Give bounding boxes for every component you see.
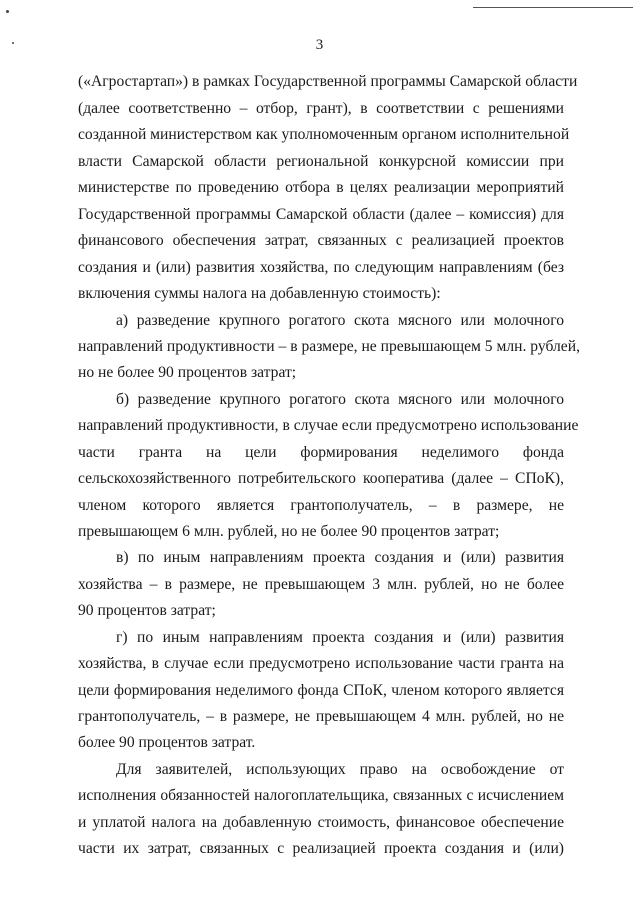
text-line: финансового обеспечения затрат, связанных с реализацией проектов [78, 232, 564, 249]
text-line: хозяйства – в размере, не превышающем 3 млн. рублей, но не более [78, 576, 564, 593]
text-line: и уплатой налога на добавленную стоимость, финансовое обеспечение [78, 814, 564, 831]
scan-mark [6, 10, 9, 13]
text-line: части их затрат, связанных с реализацией проекта создания и (или) [78, 840, 564, 857]
text-line: сельскохозяйственного потребительского кооператива (далее – СПоК), [78, 470, 564, 487]
list-item-g: г) по иным направлениям проекта создания и (или) развития [116, 629, 564, 646]
list-item-b: б) разведение крупного рогатого скота мясного или молочного [116, 391, 564, 408]
text-line: власти Самарской области региональной конкурсной комиссии при [78, 153, 564, 170]
text-line: направлений продуктивности, в случае если предусмотрено использование [78, 417, 579, 434]
top-rule [473, 7, 633, 8]
paragraph-start: Для заявителей, использующих право на освобождение от [116, 761, 564, 778]
text-line: включения суммы налога на добавленную стоимость): [78, 285, 441, 302]
page-number: 3 [315, 37, 324, 53]
text-line: части гранта на цели формирования неделимого фонда [78, 444, 564, 461]
text-line: Государственной программы Самарской области (далее – комиссия) для [78, 206, 564, 223]
text-line: грантополучатель, – в размере, не превышающем 4 млн. рублей, но не [78, 708, 564, 725]
text-line: исполнения обязанностей налогоплательщика, связанных с исчислением [78, 787, 564, 804]
text-line: (далее соответственно – отбор, грант), в соответствии с решениями [78, 100, 564, 117]
text-line: направлений продуктивности – в размере, не превышающем 5 млн. рублей, [78, 338, 580, 355]
list-item-a: а) разведение крупного рогатого скота мясного или молочного [116, 312, 564, 329]
text-line: 90 процентов затрат; [78, 602, 216, 619]
text-line: но не более 90 процентов затрат; [78, 364, 297, 381]
text-line: более 90 процентов затрат. [78, 734, 256, 751]
text-line: членом которого является грантополучатель, – в размере, не [78, 497, 564, 514]
text-line: («Агростартап») в рамках Государственной программы Самарской области [78, 73, 578, 90]
text-line: министерстве по проведению отбора в целях реализации мероприятий [78, 179, 564, 196]
text-line: созданной министерством как уполномоченным органом исполнительной [78, 126, 570, 143]
text-line: превышающем 6 млн. рублей, но не более 90 процентов затрат; [78, 523, 500, 540]
list-item-v: в) по иным направлениям проекта создания и (или) развития [116, 549, 564, 566]
text-line: хозяйства, в случае если предусмотрено использование части гранта на [78, 655, 564, 672]
text-line: цели формирования неделимого фонда СПоК, членом которого является [78, 682, 564, 699]
text-line: создания и (или) развития хозяйства, по следующим направлениям (без [78, 259, 564, 276]
